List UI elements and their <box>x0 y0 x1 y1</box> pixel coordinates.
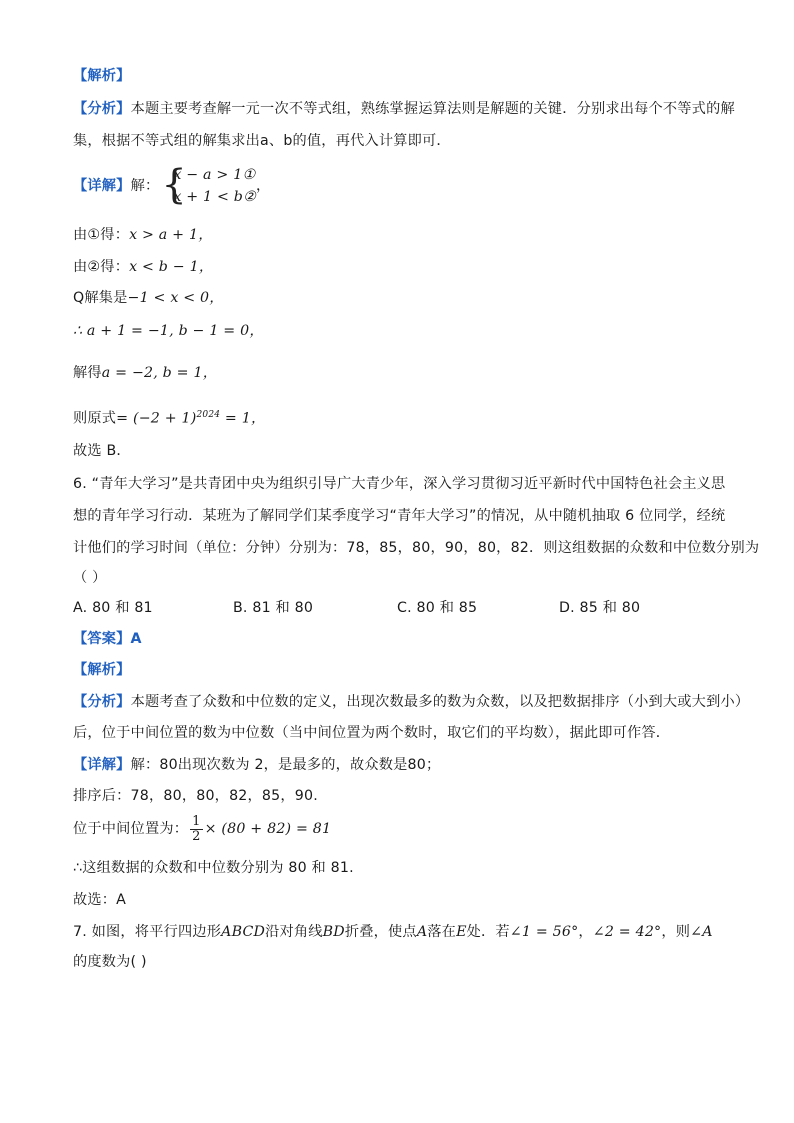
step-5 <box>73 363 217 383</box>
jiexi-tag-6: 【解析】 <box>73 662 131 678</box>
q7-text-e: 折叠，使点 <box>344 924 417 940</box>
q7-angle-2: ∠2 = 42° <box>592 924 662 940</box>
q7-comma-1: ， <box>578 924 593 940</box>
q7-bd: BD <box>322 924 345 940</box>
step-2 <box>73 257 213 277</box>
inequality-system <box>161 164 256 208</box>
step-1 <box>73 225 213 245</box>
q6-median <box>73 814 331 844</box>
analysis-line-2: 集，根据不等式组的解集求出a、b的值，再代入计算即可． <box>73 133 451 149</box>
q7-line-2: 的度数为( ) <box>73 954 147 970</box>
step-6-tail: = 1， <box>220 410 266 427</box>
q6-answer <box>73 629 142 649</box>
option-a: A. 80 和 81 <box>73 600 153 616</box>
q7-text-c: 沿对角线 <box>265 924 323 940</box>
analysis-line-1 <box>73 99 735 119</box>
step-1-math: x > a + 1， <box>129 227 213 243</box>
q7-line-1 <box>73 922 713 942</box>
q7-text-i: 处．若 <box>466 924 510 940</box>
q7-text-a: 7. 如图，将平行四边形 <box>73 924 222 940</box>
q7-angle-a: ∠A <box>690 924 713 940</box>
system-comma: ， <box>256 178 271 194</box>
step-5-math: a = −2, b = 1， <box>101 365 218 381</box>
q6-detail <box>73 755 440 775</box>
step-6 <box>73 405 265 429</box>
q7-text-m: ，则 <box>661 924 691 940</box>
jie-label: 解： <box>130 178 160 194</box>
q6-detail-text: 解：80出现次数为 2，是最多的，故众数是80； <box>130 757 441 773</box>
q7-angle-1: ∠1 = 56° <box>509 924 579 940</box>
frac-numerator: 1 <box>192 813 201 829</box>
q7-text-g: 落在 <box>427 924 457 940</box>
q6-conclusion: 故选：A <box>73 892 127 908</box>
option-b: B. 81 和 80 <box>233 600 314 616</box>
q6-analysis-1 <box>73 692 749 712</box>
fenxi-tag: 【分析】 <box>73 101 131 117</box>
step-2-math: x < b − 1， <box>129 259 214 275</box>
q6-line-2: 想的青年学习行动．某班为了解同学们某季度学习“青年大学习”的情况，从中随机抽取 6 位同学，经统 <box>73 508 726 524</box>
answer-tag: 【答案】A <box>73 631 142 647</box>
xiangjie-tag-6: 【详解】 <box>73 757 131 773</box>
option-d: D. 85 和 80 <box>559 600 641 616</box>
conclusion-5: 故选 B． <box>73 443 131 459</box>
q7-abcd: ABCD <box>221 924 266 940</box>
q6-therefore: ∴这组数据的众数和中位数分别为 80 和 81. <box>73 860 354 876</box>
q6-line-1: 6. “青年大学习”是共青团中央为组织引导广大青少年，深入学习贯彻习近平新时代中国特色社会主义思 <box>73 476 726 492</box>
q6-blank: （ ） <box>73 570 107 586</box>
system-line-1: x − a > 1① <box>173 167 256 183</box>
q7-point-e: E <box>456 924 467 940</box>
frac-denominator: 2 <box>192 828 201 844</box>
step-1-text: 由①得： <box>73 227 130 243</box>
q7-point-a: A <box>416 924 428 940</box>
fraction-one-half <box>190 815 202 844</box>
xiangjie-tag: 【详解】 <box>73 178 131 194</box>
median-math: × (80 + 82) = 81 <box>204 821 332 837</box>
option-c: C. 80 和 85 <box>397 600 478 616</box>
analysis-text: 本题主要考查解一元一次不等式组，熟练掌握运算法则是解题的关键．分别求出每个不等式的解 <box>130 101 735 117</box>
q6-sorted: 排序后：78，80，80，82，85，90. <box>73 788 318 804</box>
brace-glyph: { <box>161 162 187 208</box>
q6-line-3: 计他们的学习时间（单位：分钟）分别为：78，85，80，90，80，82．则这组数据的众数和中位数分别为 <box>73 540 760 556</box>
jiexi-tag: 【解析】 <box>73 68 131 84</box>
q6-analysis-2: 后，位于中间位置的数为中位数（当中间位置为两个数时，取它们的平均数），据此即可作答． <box>73 725 671 741</box>
step-6-exponent: 2024 <box>196 410 221 420</box>
section-jiexi-5 <box>73 66 131 86</box>
median-text: 位于中间位置为： <box>73 821 189 837</box>
step-5-text: 解得 <box>73 365 102 381</box>
step-2-text: 由②得： <box>73 259 130 275</box>
step-3-text: Q解集是 <box>73 290 128 306</box>
step-6-text: 则原式 <box>73 410 117 427</box>
q6-analysis-text: 本题考查了众数和中位数的定义，出现次数最多的数为众数，以及把数据排序（小到大或大到小） <box>130 694 750 710</box>
fenxi-tag-6: 【分析】 <box>73 694 131 710</box>
system-line-2: x + 1 < b② <box>173 189 256 205</box>
step-6-base: = (−2 + 1) <box>116 410 197 427</box>
detail-system <box>73 164 270 208</box>
q6-jiexi <box>73 660 131 680</box>
step-3-math: −1 < x < 0， <box>127 290 224 306</box>
step-4: ∴ a + 1 = −1, b − 1 = 0， <box>73 323 264 339</box>
q6-options <box>73 598 723 618</box>
step-3 <box>73 288 224 308</box>
